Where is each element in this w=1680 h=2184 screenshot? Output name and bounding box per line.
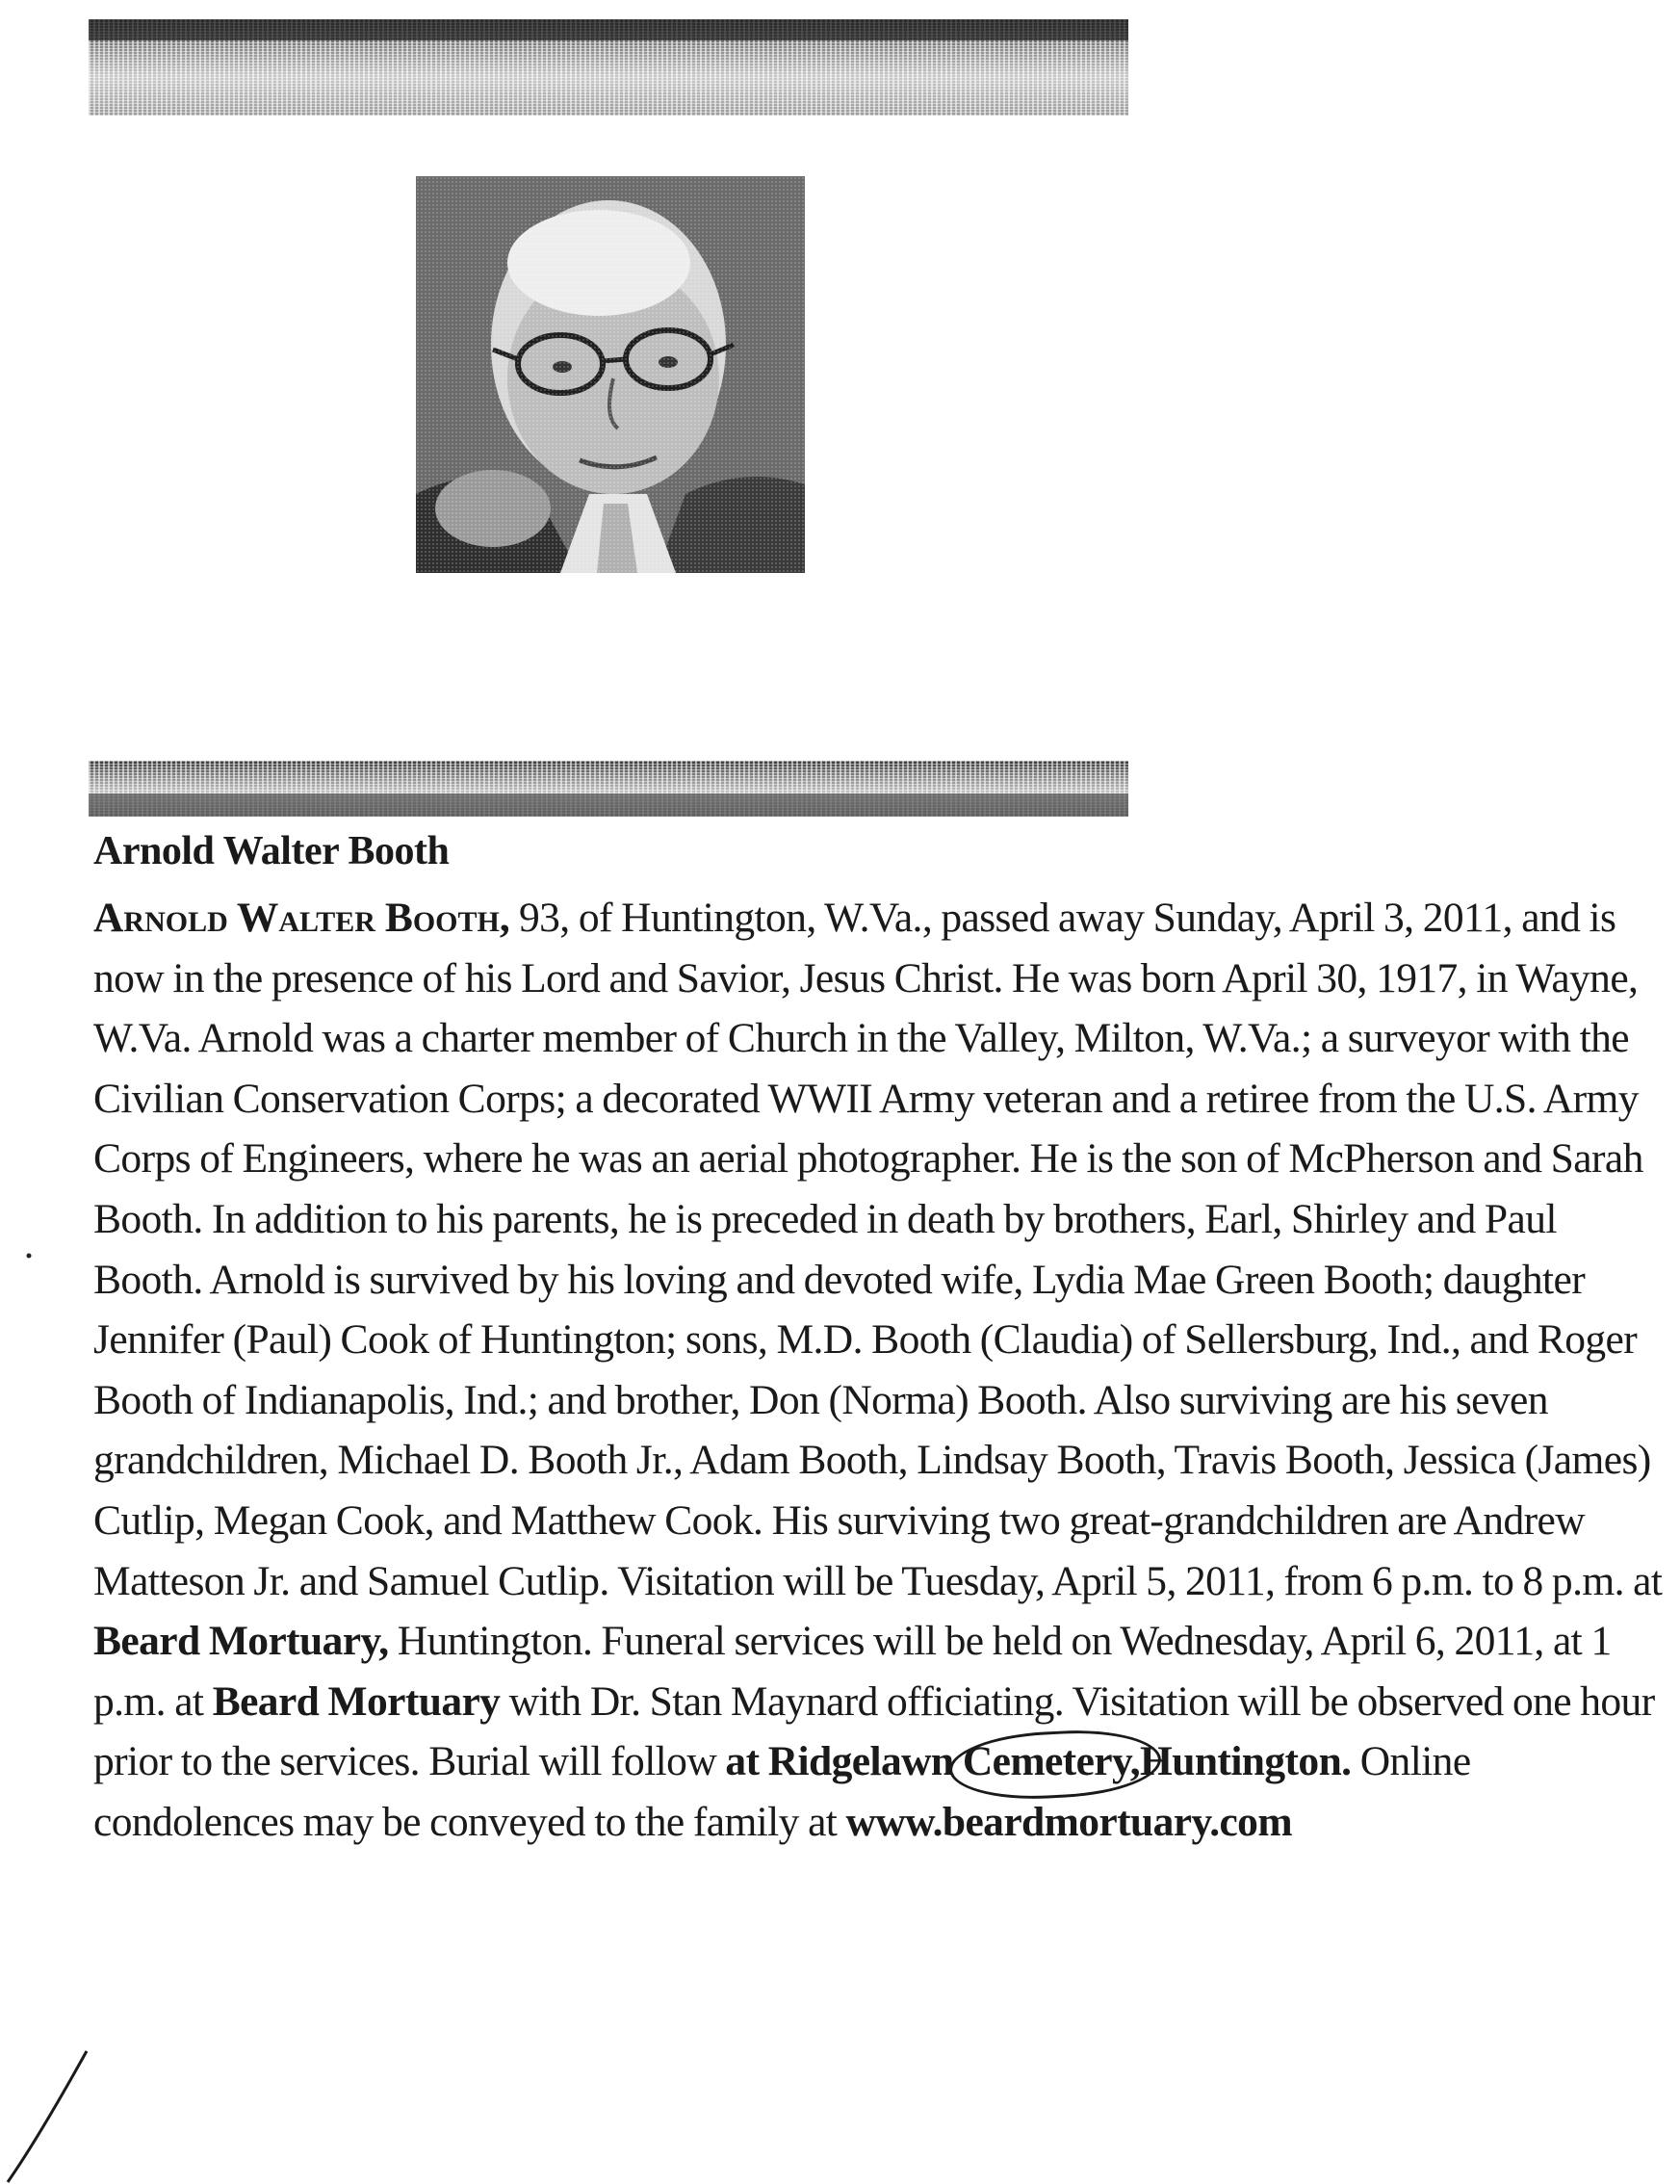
- mortuary-name: Beard Mortuary,: [93, 1618, 389, 1665]
- body-segment: Online condolences may be conveyed to the family at: [93, 1738, 1471, 1845]
- margin-dot: [25, 1252, 33, 1260]
- pen-stroke-mark: [0, 2022, 154, 2184]
- website-link: www.beardmortuary.com: [845, 1798, 1292, 1845]
- body-segment: with Dr. Stan Maynard officiating. Visitation will be observed one hour prior to the services. Burial will follow: [93, 1677, 1655, 1785]
- obituary-headline: Arnold Walter Booth: [93, 829, 450, 873]
- banner-dark-strip: [89, 793, 1128, 817]
- obituary-article: [93, 828, 1672, 1853]
- obituary-body: [93, 888, 1672, 1853]
- header-banner-top: [89, 19, 1128, 116]
- banner-dark-strip: [89, 19, 1128, 40]
- cemetery-name: at Ridgelawn: [725, 1738, 954, 1785]
- city-name: Huntington.: [1140, 1738, 1352, 1785]
- lead-name: Arnold Walter Booth,: [93, 895, 510, 941]
- portrait-photo: [416, 176, 805, 573]
- body-segment: 93, of Huntington, W.Va., passed away Sunday, April 3, 2011, and is now in the presence of his Lord and Savior, Jesus Christ. He was born April 30, 1917, in Wayne, W.Va. Arnold was a charter member of Church in the Valley, Milton, W.Va.; a surveyor with the Civilian Conservation Corps; a decorated WWII Army veteran and a retiree from the U.S. Army Corps of Engineers, where he was an aerial photographer. He is the son of McPherson and Sarah Booth. In addition to his parents, he is preceded in death by brothers, Earl, Shirley and Paul Booth. Arnold is survived by his loving and devoted wife, Lydia Mae Green Booth; daughter Jennifer (Paul) Cook of Huntington; sons, M.D. Booth (Claudia) of Sellersburg, Ind., and Roger Booth of Indianapolis, Ind.; and brother, Don (Norma) Booth. Also surviving are his seven grandchildren, Michael D. Booth Jr., Adam Booth, Lindsay Booth, Travis Booth, Jessica (James) Cutlip, Megan Cook, and Matthew Cook. His surviving two great-grandchildren are Andrew Matteson Jr. and Samuel Cutlip. Visitation will be Tuesday, April 5, 2011, from 6 p.m. to 8 p.m. at: [93, 895, 1663, 1604]
- body-segment: Huntington. Funeral services will be held on Wednesday, April 6, 2011, at 1 p.m. at: [93, 1618, 1612, 1725]
- circled-cemetery-word: Cemetery,: [963, 1731, 1140, 1792]
- mortuary-name: Beard Mortuary: [212, 1677, 501, 1725]
- header-banner-middle: [89, 761, 1128, 817]
